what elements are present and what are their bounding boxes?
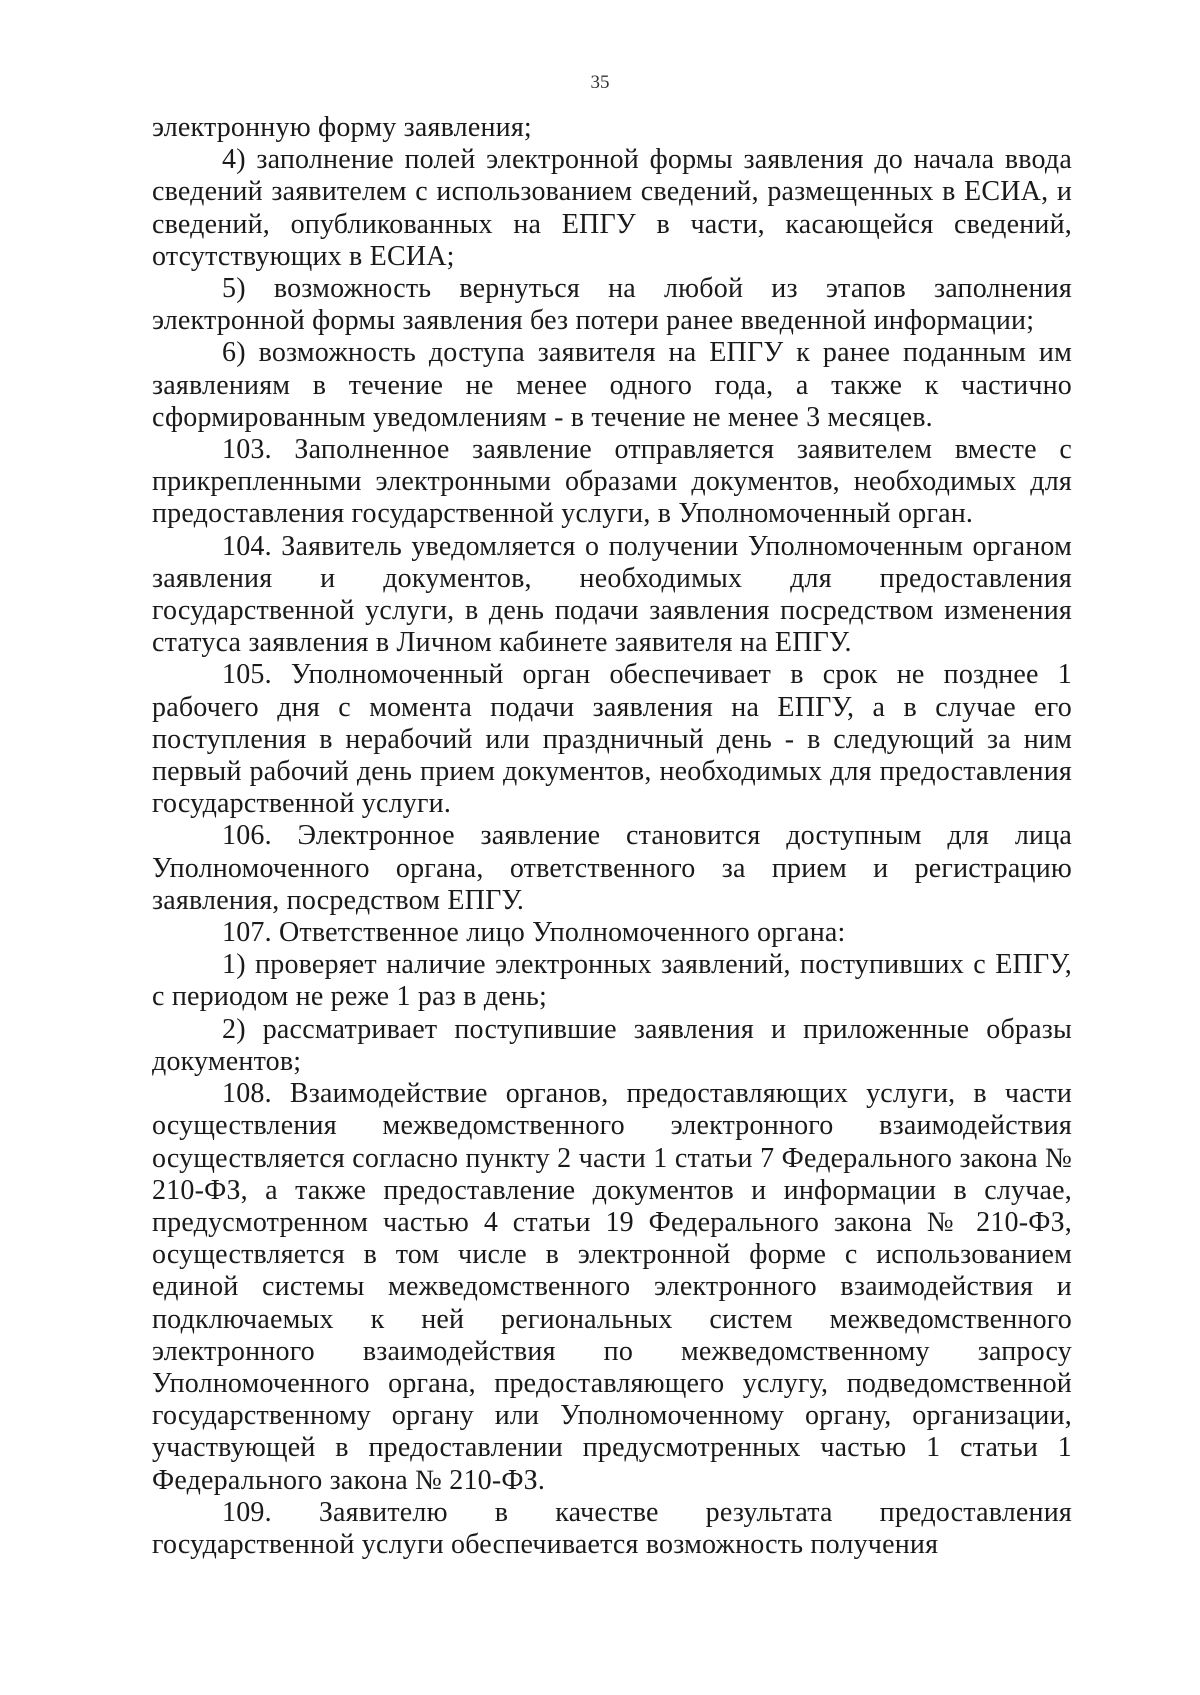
paragraph-p2: 5) возможность вернуться на любой из этапов заполнения электронной формы заявления без потери ранее введенной информации; — [152, 273, 1072, 337]
paragraph-p6: 105. Уполномоченный орган обеспечивает в срок не позднее 1 рабочего дня с момента подачи заявления на ЕПГУ, а в случае его поступления в нерабочий или праздничный день - в следующий за ним первый рабочий день прием документов, необходимых для предоставления государственной услуги. — [152, 659, 1072, 820]
paragraph-p12: 109. Заявителю в качестве результата предоставления государственной услуги обеспечивается возможность получения — [152, 1496, 1072, 1560]
paragraph-p5: 104. Заявитель уведомляется о получении Уполномоченным органом заявления и документов, необходимых для предоставления государственной услуги, в день подачи заявления посредством изменения статуса заявления в Личном кабинете заявителя на ЕПГУ. — [152, 530, 1072, 659]
paragraph-p0: электронную форму заявления; — [152, 112, 532, 143]
paragraph-p9: 1) проверяет наличие электронных заявлений, поступивших с ЕПГУ, с периодом не реже 1 раз в день; — [152, 949, 1072, 1013]
paragraph-p1: 4) заполнение полей электронной формы заявления до начала ввода сведений заявителем с использованием сведений, размещенных в ЕСИА, и сведений, опубликованных на ЕПГУ в части, касающейся сведений, отсутствующих в ЕСИА; — [152, 144, 1072, 272]
paragraph-p10: 2) рассматривает поступившие заявления и приложенные образы документов; — [152, 1013, 1072, 1077]
page-number: 35 — [590, 72, 610, 93]
paragraph-p11: 108. Взаимодействие органов, предоставляющих услуги, в части осуществления межведомственного электронного взаимодействия осуществляется согласно пункту 2 части 1 статьи 7 Федерального закона № 210-ФЗ, а также предоставление документов и информации в случае, предусмотренном частью 4 статьи 19 Федерального закона № 210-ФЗ, осуществляется в том числе в электронной форме с использованием единой системы межведомственного электронного взаимодействия и подключаемых к ней региональных систем межведомственного электронного взаимодействия по межведомственному запросу Уполномоченного органа, предоставляющего услугу, подведомственной государственному органу или Уполномоченному органу, организации, участвующей в предоставлении предусмотренных частью 1 статьи 1 Федерального закона № 210-ФЗ. — [152, 1078, 1072, 1496]
paragraph-p7: 106. Электронное заявление становится доступным для лица Уполномоченного органа, ответственного за прием и регистрацию заявления, посредством ЕПГУ. — [152, 820, 1072, 916]
paragraph-p8: 107. Ответственное лицо Уполномоченного органа: — [222, 917, 846, 949]
document-body — [152, 112, 1072, 1561]
paragraph-p3: 6) возможность доступа заявителя на ЕПГУ к ранее поданным им заявлениям в течение не менее одного года, а также к частично сформированным уведомлениям - в течение не менее 3 месяцев. — [152, 337, 1072, 433]
paragraph-p4: 103. Заполненное заявление отправляется заявителем вместе с прикрепленными электронными образами документов, необходимых для предоставления государственной услуги, в Уполномоченный орган. — [152, 434, 1072, 530]
